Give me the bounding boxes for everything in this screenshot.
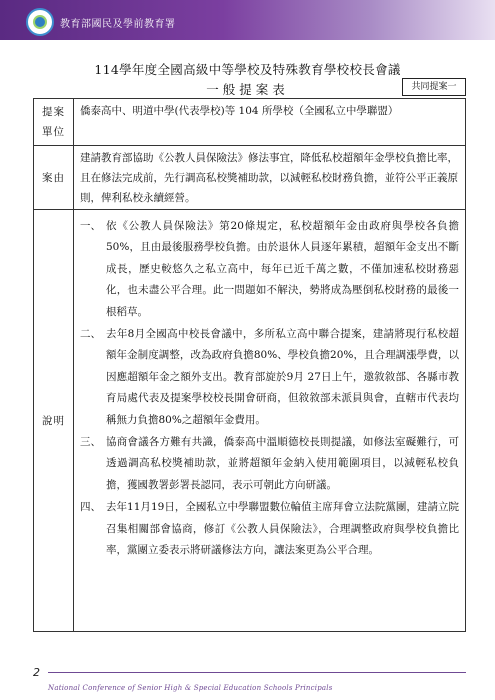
item-text: 去年11月19日，全國私立中學聯盟數位輪值主席拜會立法院黨團，建請立院召集相關部會協商，修訂《公教人員保險法》，合理調整政府與學校負擔比率，黨團立委表示將研議修法方向，讓法案更為公平合理。	[106, 501, 459, 557]
explanation-item	[80, 497, 459, 561]
explanation-label: 說明	[34, 210, 74, 631]
proposal-number-badge: 共同提案一	[402, 78, 466, 96]
proposer-value: 僑泰高中、明道中學(代表學校)等 104 所學校（全國私立中學聯盟）	[80, 105, 399, 117]
proposer-label: 提案單位	[34, 99, 74, 145]
item-text: 協商會議各方難有共識，僑泰高中溫順德校長則提議，如修法室礙難行，可透過調高私校獎補助款，並將超額年金納入使用範圍項目，以減輕私校負擔，獲國教署彭署長認同，表示可朝此方向研議。	[106, 436, 459, 491]
explanation-item	[80, 432, 459, 496]
document-title: 114學年度全國高級中等學校及特殊教育學校校長會議	[94, 62, 401, 77]
reason-value: 建請教育部協助《公教人員保險法》修法事宜，降低私校超額年金學校負擔比率，且在修法完成前，先行調高私校獎補助款，以減輕私校財務負擔，並符公平正義原則，俾利私校永續經營。	[80, 152, 458, 204]
explanation-item	[80, 216, 459, 323]
item-text: 依《公教人員保險法》第20條規定，私校超額年金由政府與學校各負擔50%，且由最後服務學校負擔。由於退休人員逐年累積，超額年金支出不斷成長，歷史較悠久之私立高中，每年已近千萬之數，不僅加速私校財務惡化，也未盡公平合理。此一問題如不解決，勢將成為壓倒私校財務的最後一根稻草。	[106, 220, 459, 318]
explanation-item	[80, 324, 459, 431]
item-text: 去年8月全國高中校長會議中，多所私立高中聯合提案，建請將現行私校超額年金制度調整，改為政府負擔80%、學校負擔20%，且合理調漲學費，以因應超額年金之額外支出。教育部旋於9月 27日上午，邀敘敘部、各縣市教育局處代表及提案學校校長開會研商，但敘敘部未派員與會，直轄市代表均稱無力負擔80%之超額年金費用。	[106, 328, 459, 426]
reason-row	[34, 145, 465, 209]
explanation-row	[34, 209, 465, 631]
item-number: 一、	[80, 220, 101, 232]
document-subtitle: 一般提案表	[206, 82, 289, 97]
item-number: 四、	[80, 501, 101, 514]
logo-emblem	[33, 15, 47, 29]
footer-divider	[48, 672, 466, 673]
header-band	[0, 0, 495, 40]
page-number: 2	[33, 666, 40, 679]
item-number: 二、	[80, 328, 101, 341]
explanation-content	[74, 210, 465, 631]
footer-conference-name: National Conference of Senior High & Special Education Schools Principals	[48, 684, 333, 692]
proposer-row	[34, 99, 465, 145]
ministry-logo-icon	[26, 8, 54, 36]
reason-label: 案由	[34, 146, 74, 209]
proposal-table	[33, 98, 466, 632]
header-org-title: 教育部國民及學前教育署	[60, 19, 176, 30]
item-number: 三、	[80, 436, 101, 449]
